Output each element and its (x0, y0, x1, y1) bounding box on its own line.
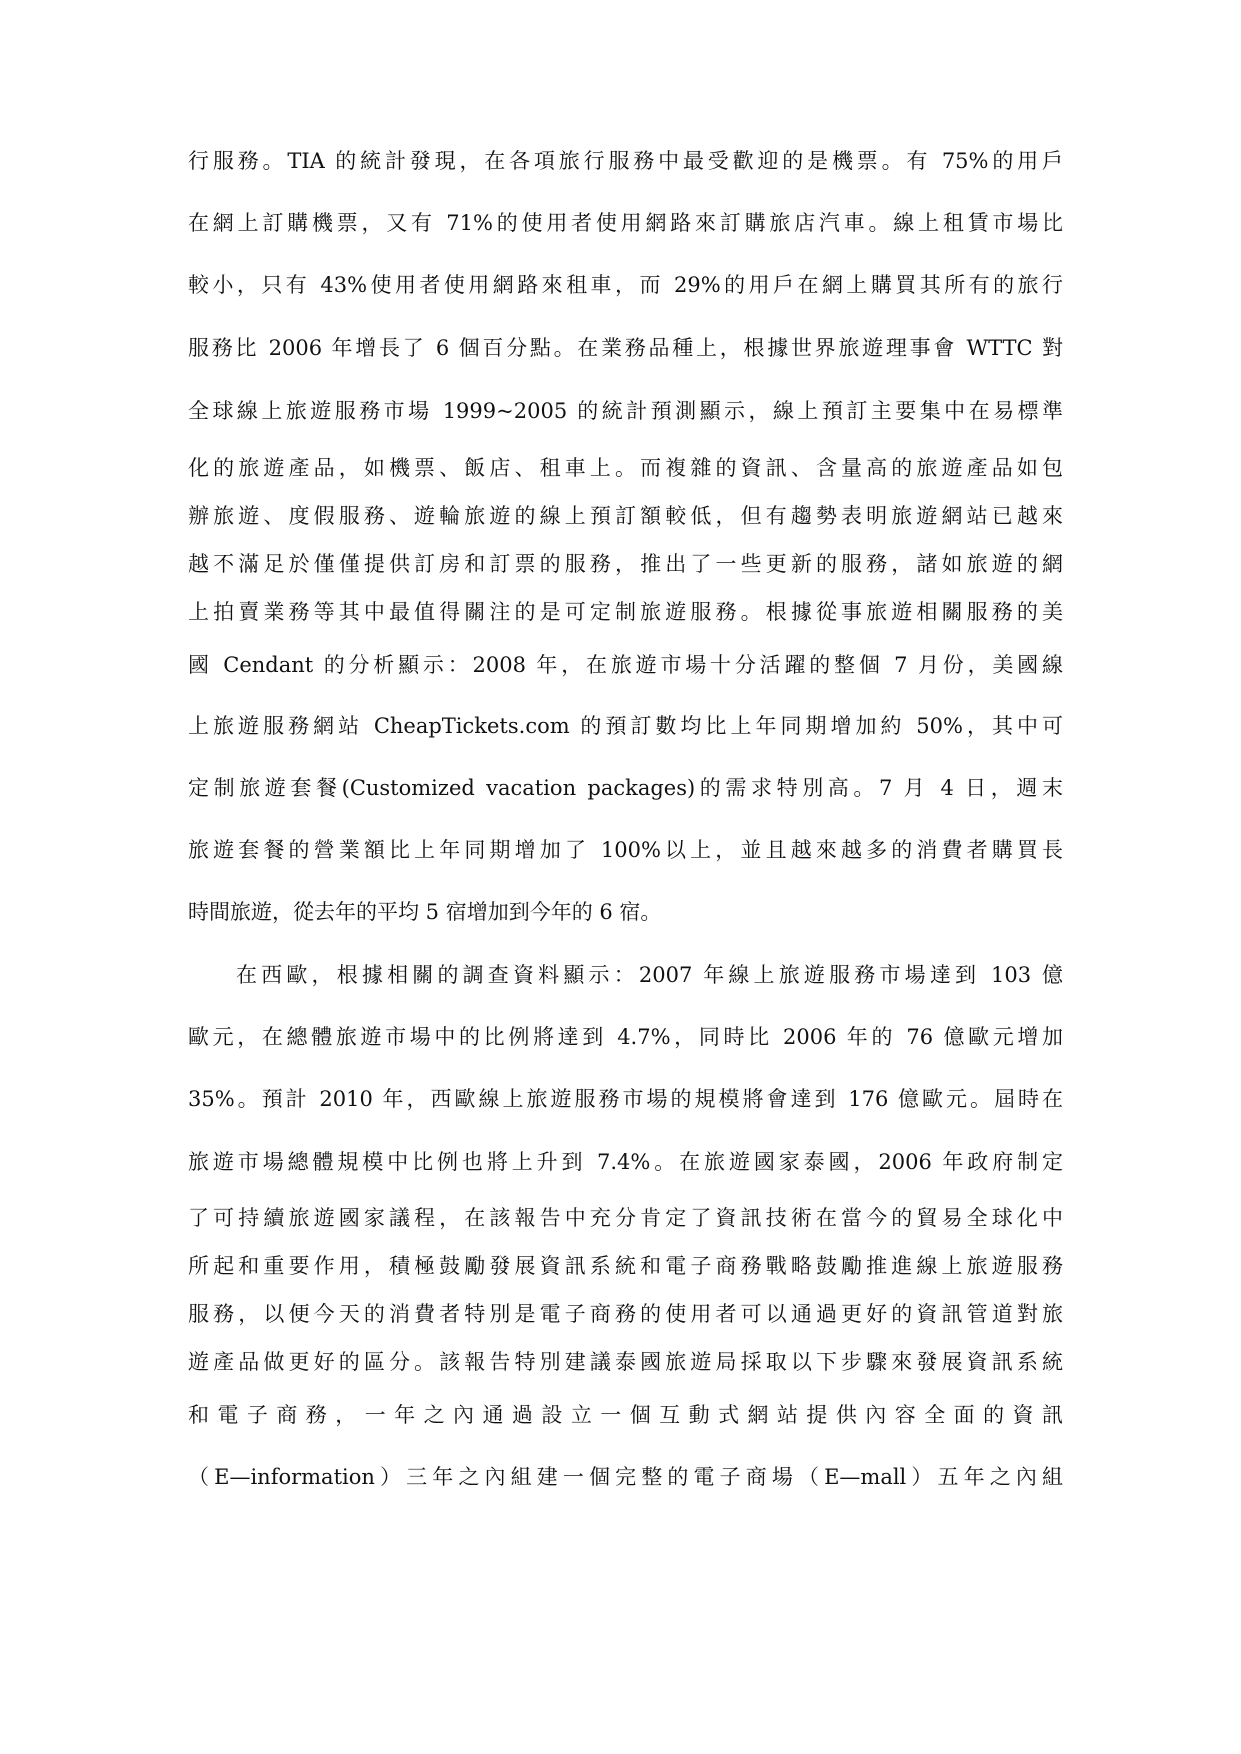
text-line: 越不滿足於僅僅提供訂房和訂票的服務，推出了一些更新的服務，諸如旅遊的網 (188, 552, 1063, 576)
text-line: 行服務。TIA 的統計發現，在各項旅行服務中最受歡迎的是機票。有 75%的用戶 (188, 149, 1063, 173)
text-line: 在西歐，根據相關的調查資料顯示：2007 年線上旅遊服務市場達到 103 億 (236, 963, 1063, 987)
text-line: 國 Cendant 的分析顯示：2008 年，在旅遊市場十分活躍的整個 7 月份，美國線 (188, 653, 1063, 677)
text-line: 化的旅遊產品，如機票、飯店、租車上。而複雜的資訊、含量高的旅遊產品如包 (188, 456, 1063, 480)
text-line: 旅遊市場總體規模中比例也將上升到 7.4%。在旅遊國家泰國，2006 年政府制定 (188, 1150, 1063, 1174)
text-line: 所起和重要作用，積極鼓勵發展資訊系統和電子商務戰略鼓勵推進線上旅遊服務 (188, 1254, 1063, 1278)
text-line: 上拍賣業務等其中最值得關注的是可定制旅遊服務。根據從事旅遊相關服務的美 (188, 600, 1063, 624)
text-line: 較小，只有 43%使用者使用網路來租車，而 29%的用戶在網上購買其所有的旅行 (188, 273, 1063, 297)
text-line: 和電子商務，一年之內通過設立一個互動式網站提供內容全面的資訊 (188, 1403, 1063, 1427)
text-line: 35%。預計 2010 年，西歐線上旅遊服務市場的規模將會達到 176 億歐元。屆時在 (188, 1087, 1063, 1111)
text-line: 時間旅遊，從去年的平均 5 宿增加到今年的 6 宿。 (188, 900, 662, 924)
text-line: 歐元，在總體旅遊市場中的比例將達到 4.7%，同時比 2006 年的 76 億歐元增加 (188, 1025, 1063, 1049)
text-line: 旅遊套餐的營業額比上年同期增加了 100%以上，並且越來越多的消費者購買長 (188, 838, 1063, 862)
text-line: 遊產品做更好的區分。該報告特別建議泰國旅遊局採取以下步驟來發展資訊系統 (188, 1350, 1063, 1374)
text-line: 定制旅遊套餐(Customized vacation packages)的需求特別高。7 月 4 日，週末 (188, 776, 1063, 800)
text-line: 服務比 2006 年增長了 6 個百分點。在業務品種上，根據世界旅遊理事會 WTTC 對 (188, 336, 1063, 360)
text-line: 辦旅遊、度假服務、遊輪旅遊的線上預訂額較低，但有趨勢表明旅遊網站已越來 (188, 504, 1063, 528)
text-line: 在網上訂購機票，又有 71%的使用者使用網路來訂購旅店汽車。線上租賃市場比 (188, 211, 1063, 235)
text-line: 全球線上旅遊服務市場 1999~2005 的統計預測顯示，線上預訂主要集中在易標準 (188, 399, 1063, 423)
text-line: 上旅遊服務網站 CheapTickets.com 的預訂數均比上年同期增加約 50%，其中可 (188, 714, 1063, 738)
text-line: 了可持續旅遊國家議程，在該報告中充分肯定了資訊技術在當今的貿易全球化中 (188, 1206, 1063, 1230)
text-line: 服務，以便今天的消費者特別是電子商務的使用者可以通過更好的資訊管道對旅 (188, 1302, 1063, 1326)
text-line: （E—information）三年之內組建一個完整的電子商場（E—mall）五年之內組 (188, 1465, 1063, 1489)
